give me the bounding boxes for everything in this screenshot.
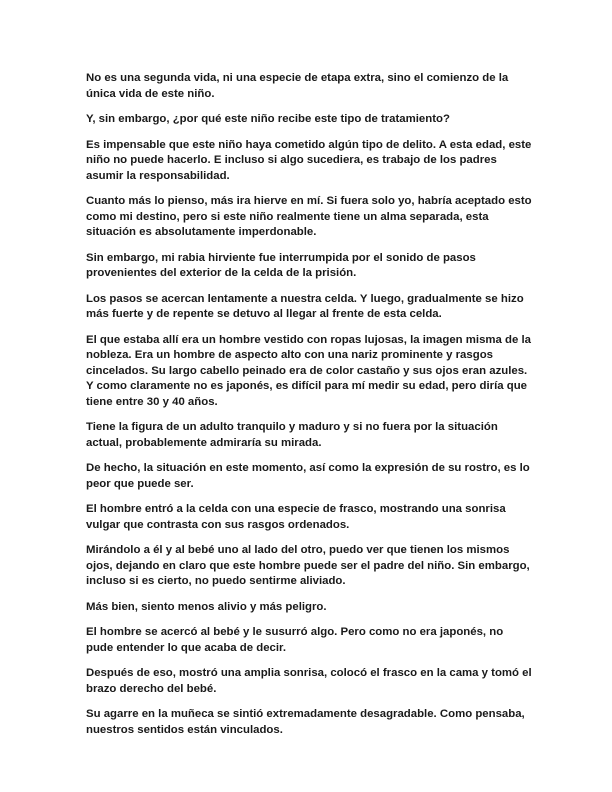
- paragraph: Y, sin embargo, ¿por qué este niño recibe este tipo de tratamiento?: [86, 113, 450, 125]
- paragraph: De hecho, la situación en este momento, así como la expresión de su rostro, es lo peor que puede ser.: [86, 462, 530, 490]
- paragraph: El que estaba allí era un hombre vestido con ropas lujosas, la imagen misma de la nobleza. Era un hombre de aspecto alto con una nariz prominente y rasgos cincelados. Su largo cabello peinado era de color castaño y sus ojos eran azules. Y como claramente no es japonés, es difícil para mí medir su edad, pero diría que tiene entre 30 y 40 años.: [86, 333, 532, 408]
- paragraph: El hombre se acercó al bebé y le susurró algo. Pero como no era japonés, no pude entender lo que acaba de decir.: [86, 626, 504, 654]
- paragraph: Tiene la figura de un adulto tranquilo y maduro y si no fuera por la situación actual, probablemente admiraría su mirada.: [86, 421, 498, 449]
- paragraph: El hombre entró a la celda con una especie de frasco, mostrando una sonrisa vulgar que contrasta con sus rasgos ordenados.: [86, 503, 506, 531]
- paragraph: Sin embargo, mi rabia hirviente fue interrumpida por el sonido de pasos provenientes del exterior de la celda de la prisión.: [86, 251, 476, 279]
- paragraph: Mirándolo a él y al bebé uno al lado del otro, puedo ver que tienen los mismos ojos, dejando en claro que este hombre puede ser el padre del niño. Sin embargo, incluso si es cierto, no puedo sentirme aliviado.: [86, 544, 530, 587]
- document-page: [86, 71, 532, 748]
- paragraph: Su agarre en la muñeca se sintió extremadamente desagradable. Como pensaba, nuestros sentidos están vinculados.: [86, 708, 525, 736]
- paragraph: Cuanto más lo pienso, más ira hierve en mí. Si fuera solo yo, habría aceptado esto como mi destino, pero si este niño realmente tiene un alma separada, esta situación es absolutamente imperdonable.: [86, 195, 532, 238]
- paragraph: Más bien, siento menos alivio y más peligro.: [86, 600, 327, 613]
- paragraph: Los pasos se acercan lentamente a nuestra celda. Y luego, gradualmente se hizo más fuerte y de repente se detuvo al llegar al frente de esta celda.: [86, 292, 524, 320]
- paragraph: No es una segunda vida, ni una especie de etapa extra, sino el comienzo de la única vida de este niño.: [86, 72, 509, 100]
- paragraph: Después de eso, mostró una amplia sonrisa, colocó el frasco en la cama y tomó el brazo derecho del bebé.: [86, 667, 532, 695]
- paragraph: Es impensable que este niño haya cometido algún tipo de delito. A esta edad, este niño no puede hacerlo. E incluso si algo sucediera, es trabajo de los padres asumir la responsabilidad.: [86, 138, 532, 182]
